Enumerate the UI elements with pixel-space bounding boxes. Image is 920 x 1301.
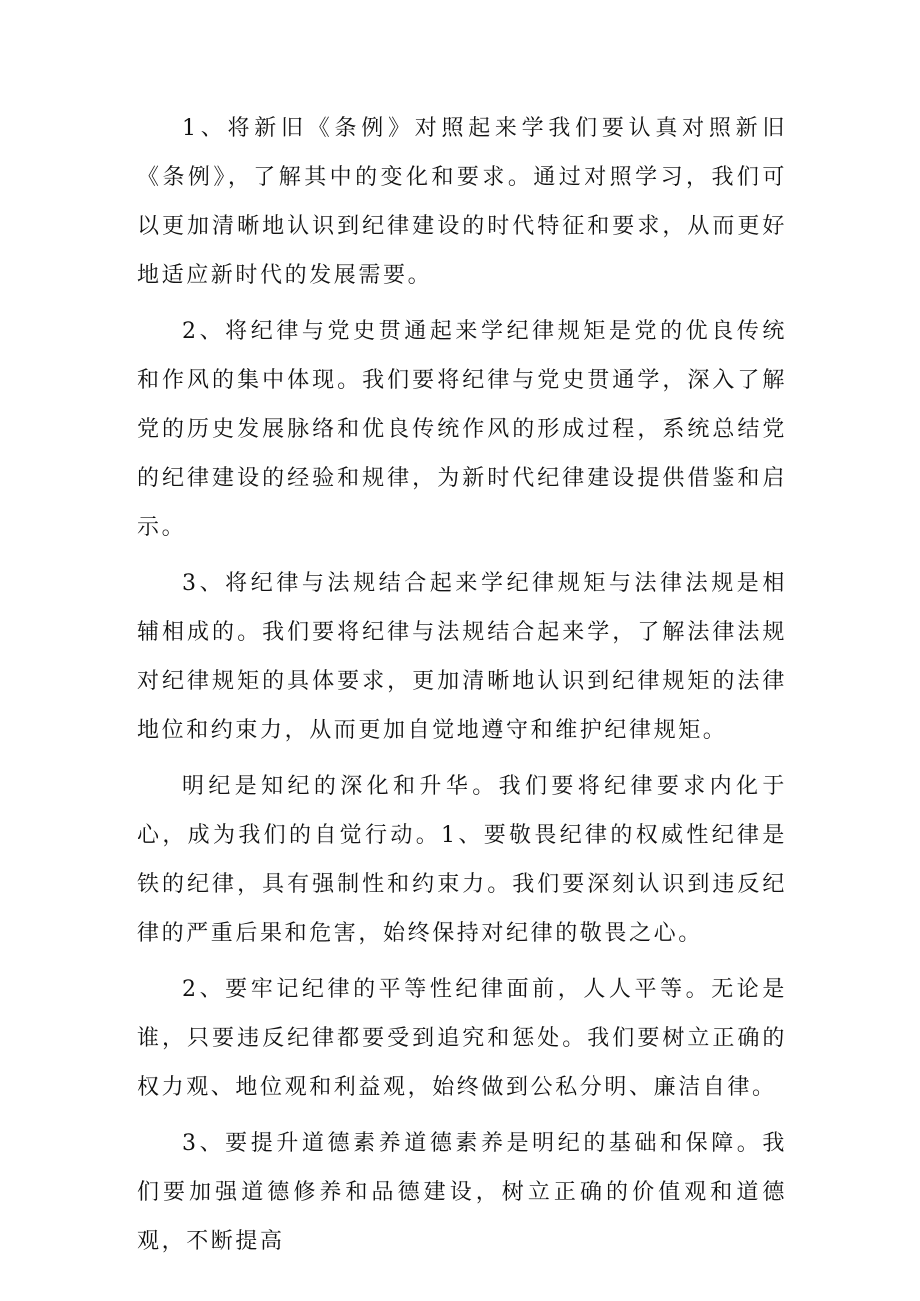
document-body: [137, 104, 787, 1273]
paragraph-2: 2、将纪律与党史贯通起来学纪律规矩是党的优良传统和作风的集中体现。我们要将纪律与党史贯通学，深入了解党的历史发展脉络和优良传统作风的形成过程，系统总结党的纪律建设的经验和规律，为新时代纪律建设提供借鉴和启示。: [137, 319, 787, 540]
paragraph-1: 1、将新旧《条例》对照起来学我们要认真对照新旧《条例》，了解其中的变化和要求。通过对照学习，我们可以更加清晰地认识到纪律建设的时代特征和要求，从而更好地适应新时代的发展需要。: [137, 116, 787, 288]
paragraph-6: 3、要提升道德素养道德素养是明纪的基础和保障。我们要加强道德修养和品德建设，树立正确的价值观和道德观，不断提高: [137, 1131, 787, 1254]
paragraph-4: 明纪是知纪的深化和升华。我们要将纪律要求内化于心，成为我们的自觉行动。1、要敬畏纪律的权威性纪律是铁的纪律，具有强制性和约束力。我们要深刻认识到违反纪律的严重后果和危害，始终保持对纪律的敬畏之心。: [137, 774, 787, 946]
paragraph-3: 3、将纪律与法规结合起来学纪律规矩与法律法规是相辅相成的。我们要将纪律与法规结合起来学，了解法律法规对纪律规矩的具体要求，更加清晰地认识到纪律规矩的法律地位和约束力，从而更加自觉地遵守和维护纪律规矩。: [137, 571, 787, 743]
paragraph-5: 2、要牢记纪律的平等性纪律面前，人人平等。无论是谁，只要违反纪律都要受到追究和惩处。我们要树立正确的权力观、地位观和利益观，始终做到公私分明、廉洁自律。: [137, 977, 787, 1100]
